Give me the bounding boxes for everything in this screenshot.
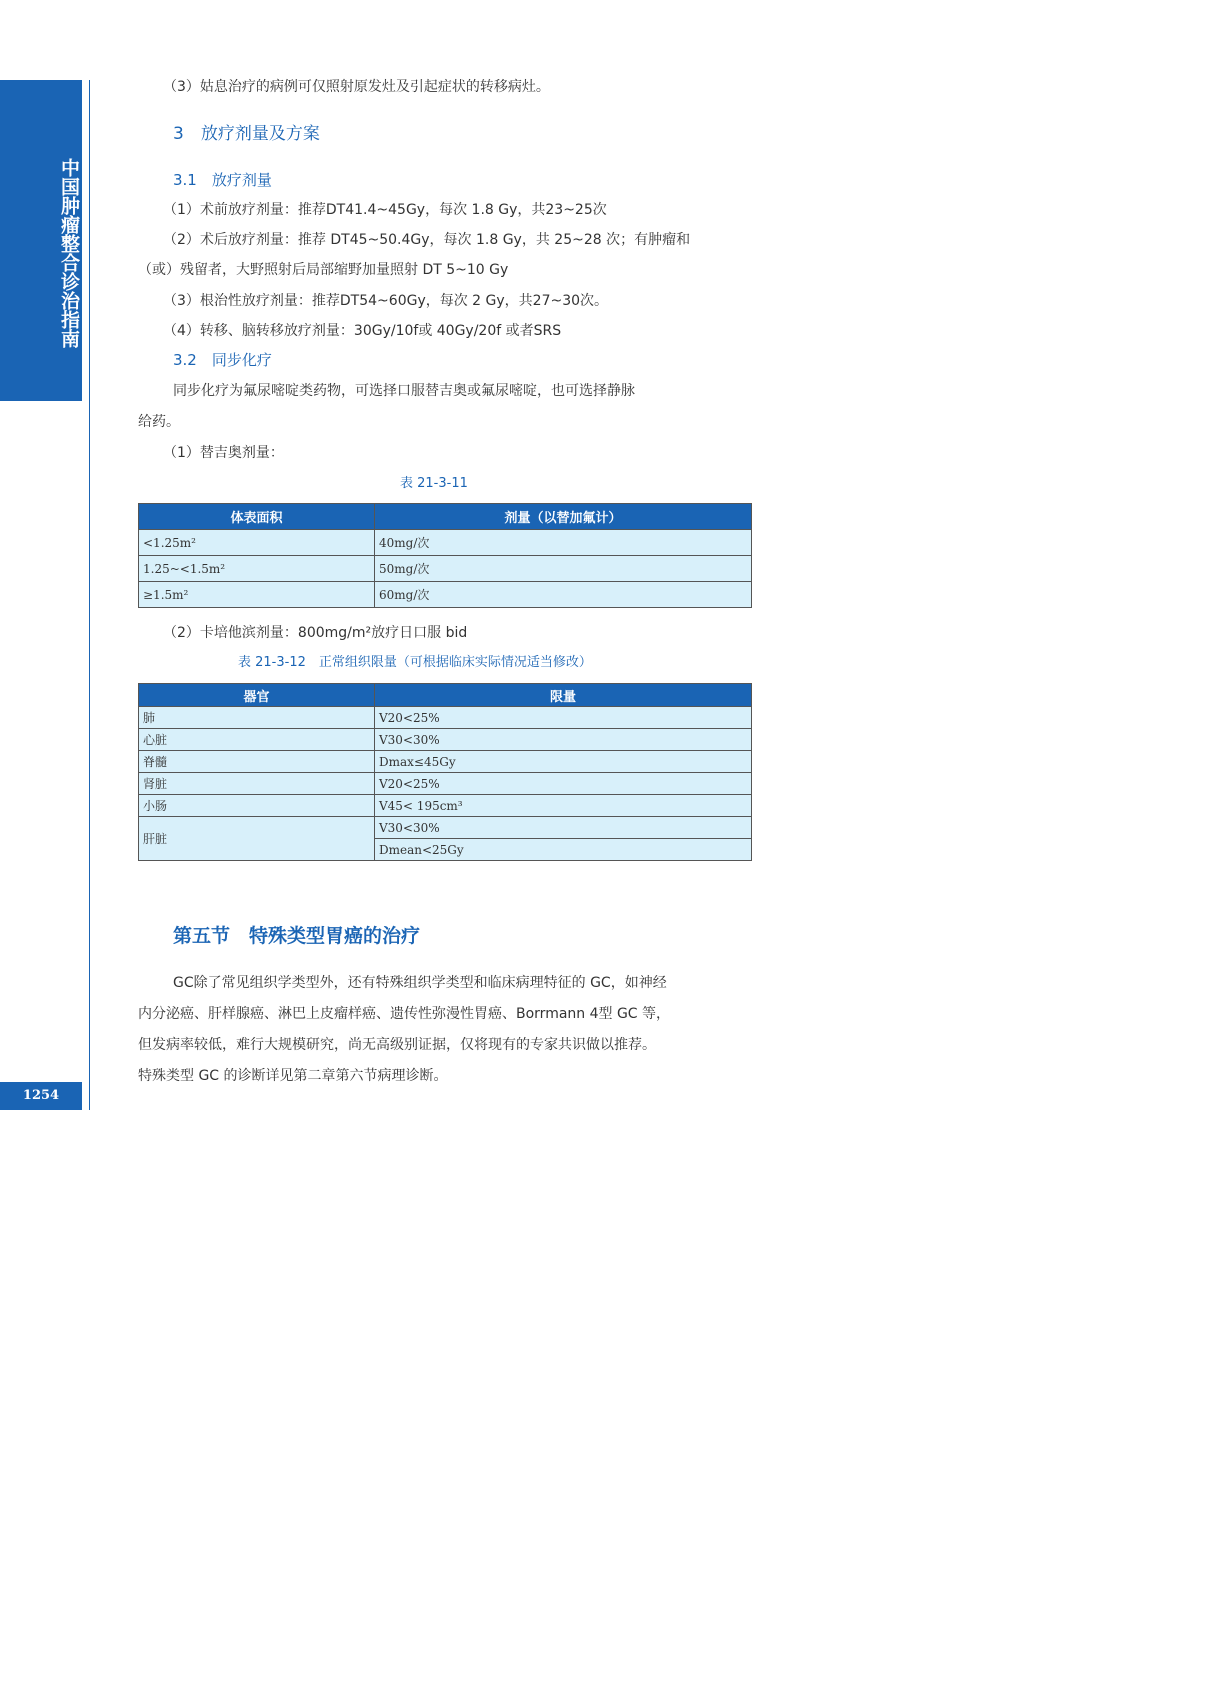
table-row: [139, 707, 752, 729]
table-cell: 40mg/次: [375, 530, 752, 556]
paragraph: （2）术后放疗剂量：推荐 DT45~50.4Gy，每次 1.8 Gy，共 25~28 次；有肿瘤和: [163, 232, 691, 248]
table-cell: <1.25m²: [139, 530, 375, 556]
table-cell: V30<30%: [375, 817, 752, 839]
table-cell: V20<25%: [375, 773, 752, 795]
column-header: 体表面积: [139, 504, 375, 530]
table-cell: Dmax≤45Gy: [375, 751, 752, 773]
table-row: [139, 530, 752, 556]
table-cell: V30<30%: [375, 729, 752, 751]
table-cell: 60mg/次: [375, 582, 752, 608]
paragraph: 给药。: [138, 414, 180, 430]
table-row: [139, 556, 752, 582]
paragraph: （3）根治性放疗剂量：推荐DT54~60Gy，每次 2 Gy，共27~30次。: [163, 293, 609, 309]
dose-table: [138, 503, 752, 608]
table-caption: 表 21-3-12 正常组织限量（可根据临床实际情况适当修改）: [238, 655, 592, 670]
paragraph: （3）姑息治疗的病例可仅照射原发灶及引起症状的转移病灶。: [163, 79, 550, 95]
section-heading: 3 放疗剂量及方案: [173, 124, 320, 144]
table-cell: 肺: [139, 707, 375, 729]
chapter-heading: 第五节 特殊类型胃癌的治疗: [173, 925, 421, 947]
sidebar-tab: [0, 80, 82, 401]
paragraph: （2）卡培他滨剂量：800mg/m²放疗日口服 bid: [163, 625, 468, 641]
table-cell: 肝脏: [139, 817, 375, 861]
paragraph: 特殊类型 GC 的诊断详见第二章第六节病理诊断。: [138, 1068, 448, 1084]
subsection-heading: 3.1 放疗剂量: [173, 171, 272, 189]
paragraph: （4）转移、脑转移放疗剂量：30Gy/10f或 40Gy/20f 或者SRS: [163, 323, 562, 339]
paragraph: GC除了常见组织学类型外，还有特殊组织学类型和临床病理特征的 GC，如神经: [173, 975, 667, 991]
column-header: 器官: [139, 684, 375, 707]
subsection-heading: 3.2 同步化疗: [173, 351, 272, 369]
table-cell: 50mg/次: [375, 556, 752, 582]
tolerance-table: [138, 683, 752, 861]
column-header: 剂量（以替加氟计）: [375, 504, 752, 530]
table-cell: V45< 195cm³: [375, 795, 752, 817]
table-cell: 1.25~<1.5m²: [139, 556, 375, 582]
table-row: [139, 751, 752, 773]
paragraph: （或）残留者，大野照射后局部缩野加量照射 DT 5~10 Gy: [138, 262, 509, 278]
table-caption: 表 21-3-11: [400, 476, 468, 491]
table-cell: Dmean<25Gy: [375, 839, 752, 861]
table-cell: ≥1.5m²: [139, 582, 375, 608]
table-header-row: [139, 684, 752, 707]
paragraph: 但发病率较低，难行大规模研究，尚无高级别证据，仅将现有的专家共识做以推荐。: [138, 1037, 656, 1053]
paragraph: （1）术前放疗剂量：推荐DT41.4~45Gy，每次 1.8 Gy，共23~25次: [163, 202, 607, 218]
table-cell: 肾脏: [139, 773, 375, 795]
table-row: [139, 582, 752, 608]
margin-rule: [89, 80, 90, 1110]
paragraph: （1）替吉奥剂量：: [163, 445, 284, 461]
paragraph: 同步化疗为氟尿嘧啶类药物，可选择口服替吉奥或氟尿嘧啶，也可选择静脉: [173, 383, 635, 399]
table-row: [139, 817, 752, 839]
table-cell: 小肠: [139, 795, 375, 817]
table-cell: 脊髓: [139, 751, 375, 773]
page-number: 1254: [0, 1082, 82, 1110]
table-cell: 心脏: [139, 729, 375, 751]
table-cell: V20<25%: [375, 707, 752, 729]
table-row: [139, 773, 752, 795]
paragraph: 内分泌癌、肝样腺癌、淋巴上皮瘤样癌、遗传性弥漫性胃癌、Borrmann 4型 GC 等，: [138, 1006, 671, 1022]
table-header-row: [139, 504, 752, 530]
column-header: 限量: [375, 684, 752, 707]
book-title: 中国肿瘤整合诊治指南: [58, 158, 80, 348]
table-row: [139, 795, 752, 817]
table-row: [139, 729, 752, 751]
